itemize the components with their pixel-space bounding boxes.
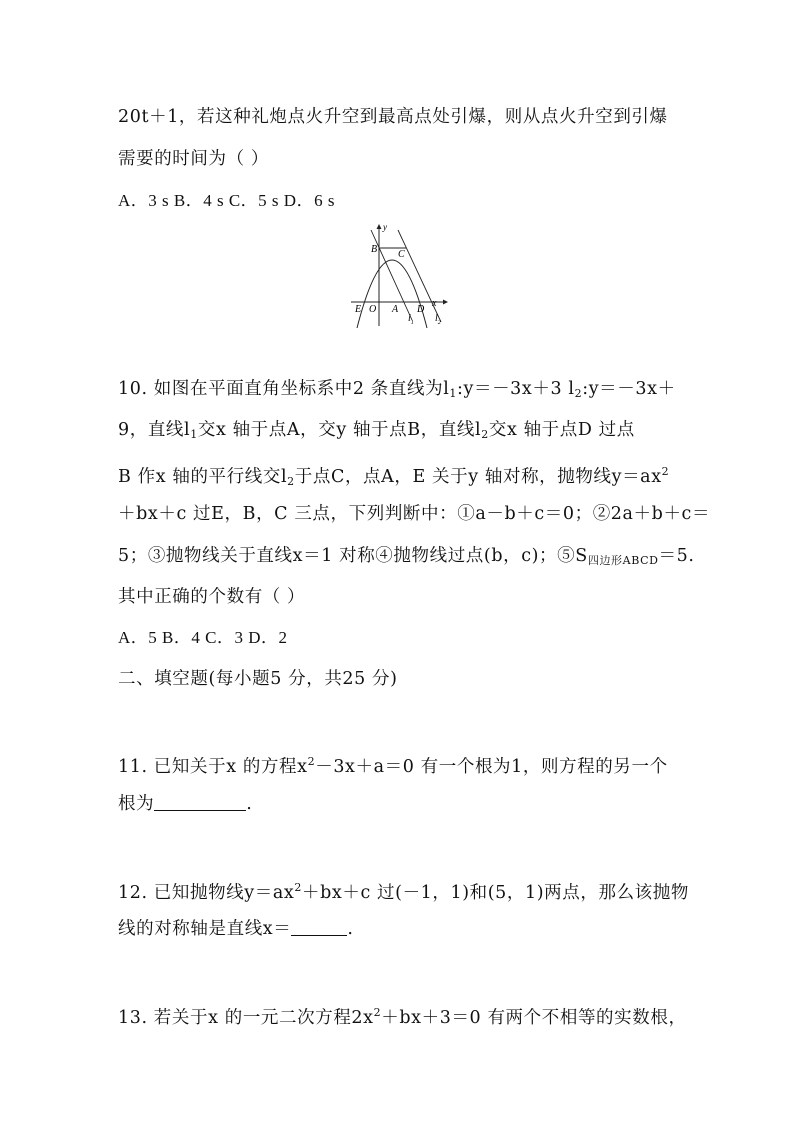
label-c: C	[398, 249, 405, 260]
q12-text-line-1: 12. 已知抛物线$y=ax^2+bx+c$ 过(－1，1)和(5，1)两点，那么该抛物	[118, 881, 689, 903]
label-a: A	[392, 304, 399, 315]
q10-text-line-2: 9，直线$l_1$交x 轴于点A，交y 轴于点B，直线$l_2$交x 轴于点D 过点	[118, 420, 635, 441]
q10-text-line-6: 其中正确的个数有（ ）	[118, 587, 306, 607]
q9-options: A．3 s B．4 s C．5 s D．6 s	[118, 191, 335, 210]
q12-answer-blank[interactable]	[291, 918, 347, 936]
q12-text-line-2: 线的对称轴是直线x＝ .	[118, 919, 354, 939]
q10-text-line-1: 10. 如图在平面直角坐标系中2 条直线为$l_1:y=-3x+3$ $l_2:y=-3x+$	[118, 379, 676, 400]
q9-text-line-2: 需要的时间为（ ）	[118, 149, 269, 169]
label-y: y	[383, 224, 387, 232]
label-l2: $l_2$	[435, 313, 441, 326]
label-l1: $l_1$	[408, 313, 414, 326]
coordinate-diagram	[347, 224, 449, 330]
x-axis-arrow	[443, 300, 448, 305]
y-axis-arrow	[377, 224, 382, 229]
q10-text-line-4: ＋bx＋c 过E，B，C 三点，下列判断中：①a－b＋c＝0；②2a＋b＋c＝	[118, 504, 711, 524]
label-e: E	[355, 304, 362, 315]
q11-text-line-1: 11. 已知关于x 的方程$x^2-3x+a=0$ 有一个根为1，则方程的另一个	[118, 755, 668, 777]
parabola-figure	[347, 224, 449, 330]
q9-text-line-1: 20t＋1，若这种礼炮点火升空到最高点处引爆，则从点火升空到引爆	[118, 107, 668, 127]
q13-text-line-1: 13. 若关于x 的一元二次方程$2x^2+bx+3=0$ 有两个不相等的实数根，	[118, 1006, 687, 1028]
q10-text-line-3: B 作x 轴的平行线交$l_2$于点C，点A，E 关于y 轴对称，抛物线$y=ax^2$	[118, 465, 670, 488]
label-o: O	[369, 304, 377, 315]
q10-options: A．5 B．4 C．3 D．2	[118, 628, 288, 647]
q10-text-line-5: 5；③抛物线关于直线x＝1 对称④抛物线过点(b，c)；$⑤S_{四边形ABCD}=5$.	[118, 546, 695, 567]
section-heading: 二、填空题(每小题5 分，共25 分)	[118, 669, 398, 689]
label-b: B	[371, 244, 378, 255]
q11-text-line-2: 根为 .	[118, 794, 253, 814]
label-x: x	[432, 298, 437, 309]
label-d: D	[417, 304, 425, 315]
q11-answer-blank[interactable]	[154, 793, 246, 811]
